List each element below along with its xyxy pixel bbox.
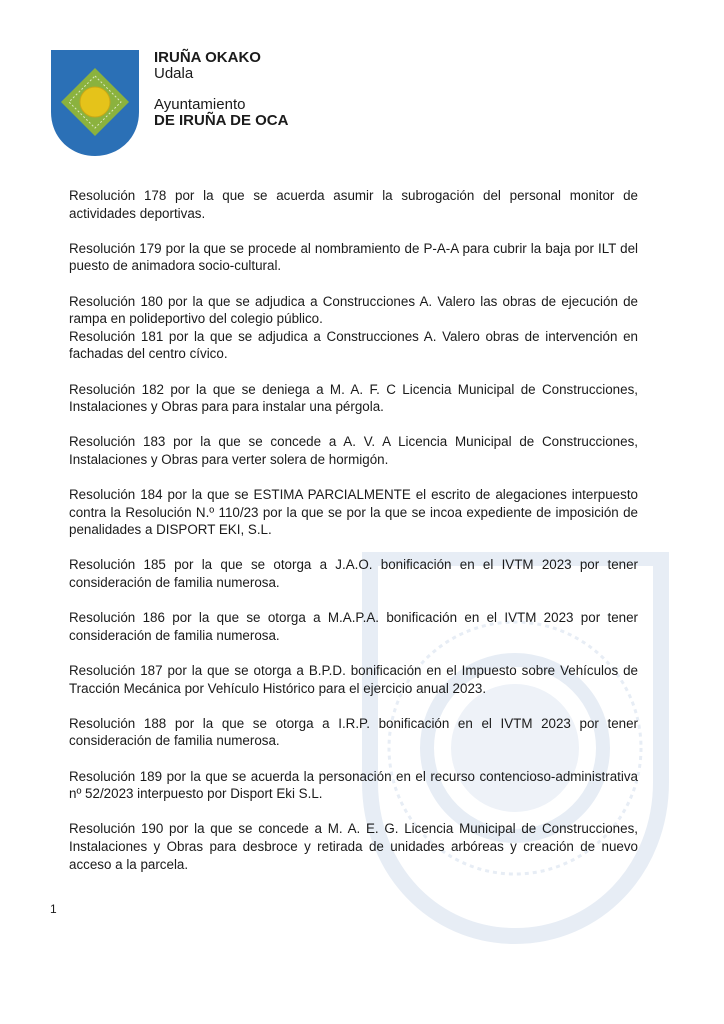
resolution-190: Resolución 190 por la que se concede a M. A. E. G. Licencia Municipal de Construcciones, Instalaciones y Obras para desbroce y retirada de unidades arbóreas y creación de nuevo acceso a la parcela. bbox=[69, 821, 638, 872]
logo-name-spanish: DE IRUÑA DE OCA bbox=[154, 112, 289, 129]
resolution-184: Resolución 184 por la que se ESTIMA PARCIALMENTE el escrito de alegaciones interpuesto contra la Resolución N.º 110/23 por la que se por la que se incoa expediente de imposición de penalidades a DISPORT EKI, S.L. bbox=[69, 487, 638, 538]
resolution-183: Resolución 183 por la que se concede a A. V. A Licencia Municipal de Construcciones, Instalaciones y Obras para verter solera de hormigón. bbox=[69, 434, 638, 467]
resolution-187: Resolución 187 por la que se otorga a B.P.D. bonificación en el Impuesto sobre Vehículos de Tracción Mecánica por Vehículo Histórico para el ejercicio anual 2023. bbox=[69, 663, 638, 696]
resolution-188: Resolución 188 por la que se otorga a I.R.P. bonificación en el IVTM 2023 por tener consideración de familia numerosa. bbox=[69, 715, 638, 749]
resolution-185: Resolución 185 por la que se otorga a J.A.O. bonificación en el IVTM 2023 por tener consideración de familia numerosa. bbox=[69, 557, 638, 591]
municipality-logotype bbox=[154, 50, 288, 129]
page-number: 1 bbox=[50, 902, 57, 916]
resolution-189: Resolución 189 por la que se acuerda la personación en el recurso contencioso-administrativa nº 52/2023 interpuesto por Disport Eki S.L. bbox=[69, 768, 638, 802]
resolutions-list bbox=[69, 187, 638, 873]
logo-ayuntamiento: Ayuntamiento bbox=[154, 96, 246, 113]
resolution-179: Resolución 179 por la que se procede al nombramiento de P-A-A para cubrir la baja por ILT del puesto de animadora socio-cultural. bbox=[69, 240, 638, 274]
resolution-178: Resolución 178 por la que se acuerda asumir la subrogación del personal monitor de actividades deportivas. bbox=[69, 188, 638, 221]
resolution-182: Resolución 182 por la que se deniega a M. A. F. C Licencia Municipal de Construcciones, Instalaciones y Obras para para instalar una pérgola. bbox=[69, 381, 638, 415]
municipal-coat-of-arms-icon bbox=[51, 50, 139, 156]
logo-name-basque: IRUÑA OKAKO bbox=[154, 49, 261, 66]
resolution-181: Resolución 181 por la que se adjudica a Construcciones A. Valero obras de intervención en fachadas del centro cívico. bbox=[69, 328, 638, 362]
resolution-186: Resolución 186 por la que se otorga a M.A.P.A. bonificación en el IVTM 2023 por tener consideración de familia numerosa. bbox=[69, 610, 638, 643]
logo-udala: Udala bbox=[154, 65, 194, 82]
resolution-180: Resolución 180 por la que se adjudica a Construcciones A. Valero las obras de ejecución de rampa en polideportivo del colegio público. bbox=[69, 293, 638, 327]
